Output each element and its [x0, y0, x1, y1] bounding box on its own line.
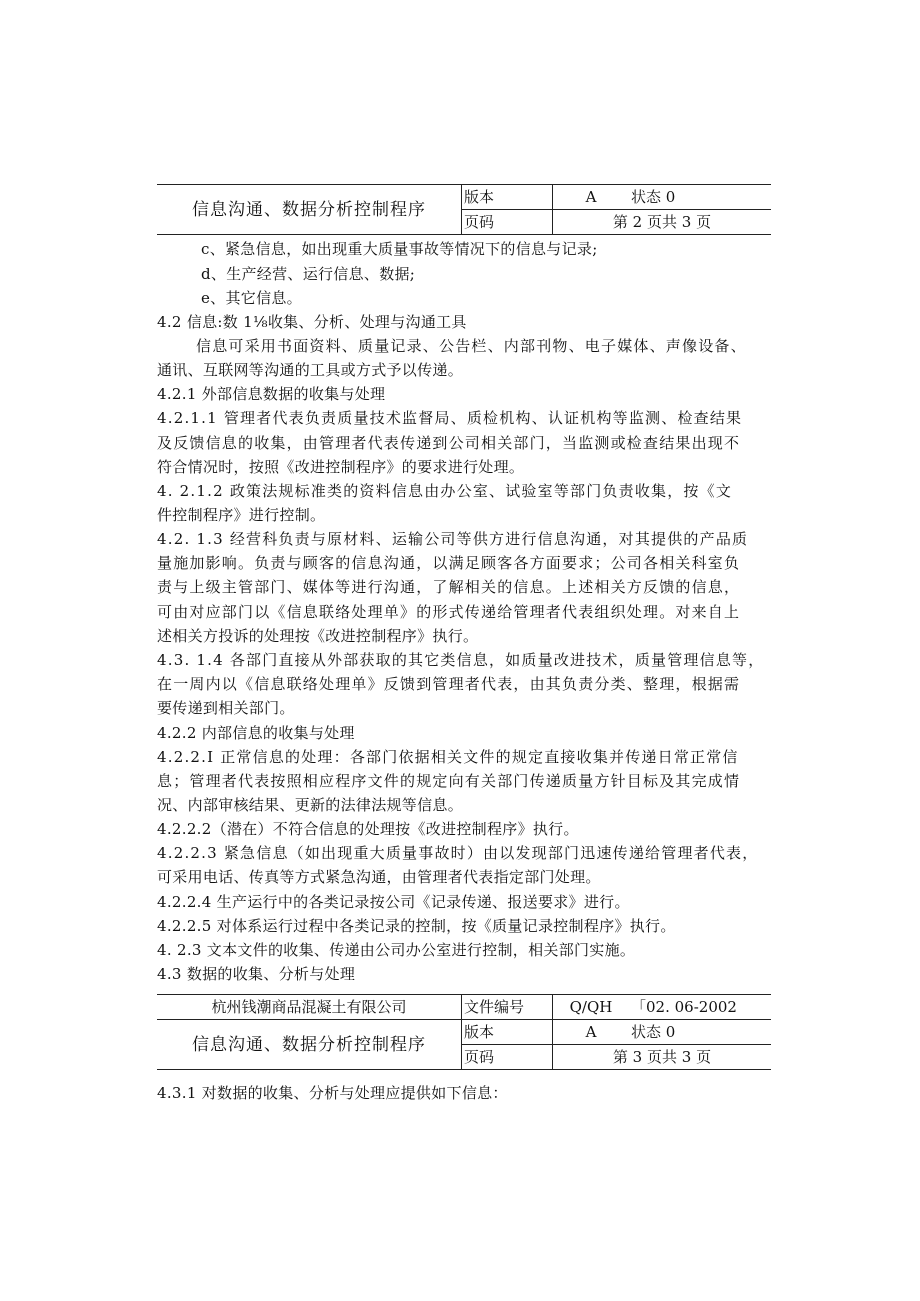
- header-title: 信息沟通、数据分析控制程序: [157, 1020, 462, 1070]
- body-line: 4.3. 1.4 各部门直接从外部获取的其它类信息，如质量改进技术，质量管理信息等，: [157, 651, 765, 669]
- body-line: 可采用电话、传真等方式紧急沟通，由管理者代表指定部门处理。: [157, 868, 601, 886]
- body-line: 要传递到相关部门。: [157, 699, 295, 717]
- body-line: 4.2. 1.3 经营科负责与原材料、运输公司等供方进行信息沟通，对其提供的产品质: [157, 530, 749, 548]
- page-value: 第 2 页共 3 页: [553, 210, 772, 235]
- body-line: 在一周内以《信息联络处理单》反馈到管理者代表，由其负责分类、整理，根据需: [157, 675, 741, 693]
- body-line: 通讯、互联网等沟通的工具或方式予以传递。: [157, 361, 464, 379]
- doc-no-value: 「02. 06-2002: [629, 995, 771, 1020]
- body-line: 信息可采用书面资料、质量记录、公告栏、内部刊物、电子媒体、声像设备、: [196, 337, 747, 355]
- status-text: 状态 0: [629, 185, 771, 210]
- doc-no-label: 文件编号: [462, 995, 553, 1020]
- body-line: 符合情况时，按照《改进控制程序》的要求进行处理。: [157, 458, 525, 476]
- section-heading: 4.2 信息:数 1⅛收集、分析、处理与沟通工具: [157, 313, 467, 331]
- version-value: A: [553, 185, 630, 210]
- body-line: 述相关方投诉的处理按《改进控制程序》执行。: [157, 627, 479, 645]
- body-line: 息；管理者代表按照相应程序文件的规定向有关部门传递质量方针目标及其完成情: [157, 772, 741, 790]
- version-label: 版本: [462, 185, 553, 210]
- body-line: 4.2.2.3 紧急信息（如出现重大质量事故时）由以发现部门迅速传递给管理者代表，: [157, 844, 759, 862]
- body-line: c、紧急信息，如出现重大质量事故等情况下的信息与记录;: [201, 240, 598, 258]
- body-line: 及反馈信息的收集，由管理者代表传递到公司相关部门，当监测或检查结果出现不: [157, 434, 741, 452]
- page-label: 页码: [462, 1045, 553, 1070]
- status-text: 状态 0: [629, 1020, 771, 1045]
- section-heading: 4.3.1 对数据的收集、分析与处理应提供如下信息：: [157, 1084, 508, 1102]
- header-title: 信息沟通、数据分析控制程序: [157, 185, 462, 235]
- company-name: 杭州钱潮商品混凝土有限公司: [157, 995, 462, 1020]
- body-line: e、其它信息。: [201, 289, 302, 307]
- body-line: 可由对应部门以《信息联络处理单》的形式传递给管理者代表组织处理。对来自上: [157, 603, 741, 621]
- page-label: 页码: [462, 210, 553, 235]
- body-line: 4. 2.1.2 政策法规标准类的资料信息由办公室、试验室等部门负责收集，按《文: [157, 482, 733, 500]
- body-line: 4.2.2.5 对体系运行过程中各类记录的控制，按《质量记录控制程序》执行。: [157, 917, 676, 935]
- section-heading: 4.2.1 外部信息数据的收集与处理: [157, 385, 386, 403]
- page2-header-table: [157, 184, 771, 235]
- doc-no-prefix: Q/QH: [553, 995, 630, 1020]
- page-value: 第 3 页共 3 页: [553, 1045, 772, 1070]
- body-line: d、生产经营、运行信息、数据;: [201, 265, 416, 283]
- version-value: A: [553, 1020, 630, 1045]
- body-line: 况、内部审核结果、更新的法律法规等信息。: [157, 796, 464, 814]
- version-label: 版本: [462, 1020, 553, 1045]
- body-line: 件控制程序》进行控制。: [157, 506, 326, 524]
- page3-header-table: [157, 994, 771, 1070]
- body-line: 4.2.2.4 生产运行中的各类记录按公司《记录传递、报送要求》进行。: [157, 893, 630, 911]
- body-line: 责与上级主管部门、媒体等进行沟通，了解相关的信息。上述相关方反馈的信息，: [157, 578, 741, 596]
- section-heading: 4.2.2 内部信息的收集与处理: [157, 724, 355, 742]
- section-heading: 4.3 数据的收集、分析与处理: [157, 965, 356, 983]
- body-line: 量施加影响。负责与顾客的信息沟通，以满足顾客各方面要求；公司各相关科室负: [157, 554, 741, 572]
- body-line: 4.2.2.2（潜在）不符合信息的处理按《改进控制程序》执行。: [157, 820, 579, 838]
- body-line: 4.2.1.1 管理者代表负责质量技术监督局、质检机构、认证机构等监测、检查结果: [157, 409, 743, 427]
- body-line: 4.2.2.I 正常信息的处理：各部门依据相关文件的规定直接收集并传递日常正常信: [157, 748, 739, 766]
- body-line: 4. 2.3 文本文件的收集、传递由公司办公室进行控制，相关部门实施。: [157, 941, 636, 959]
